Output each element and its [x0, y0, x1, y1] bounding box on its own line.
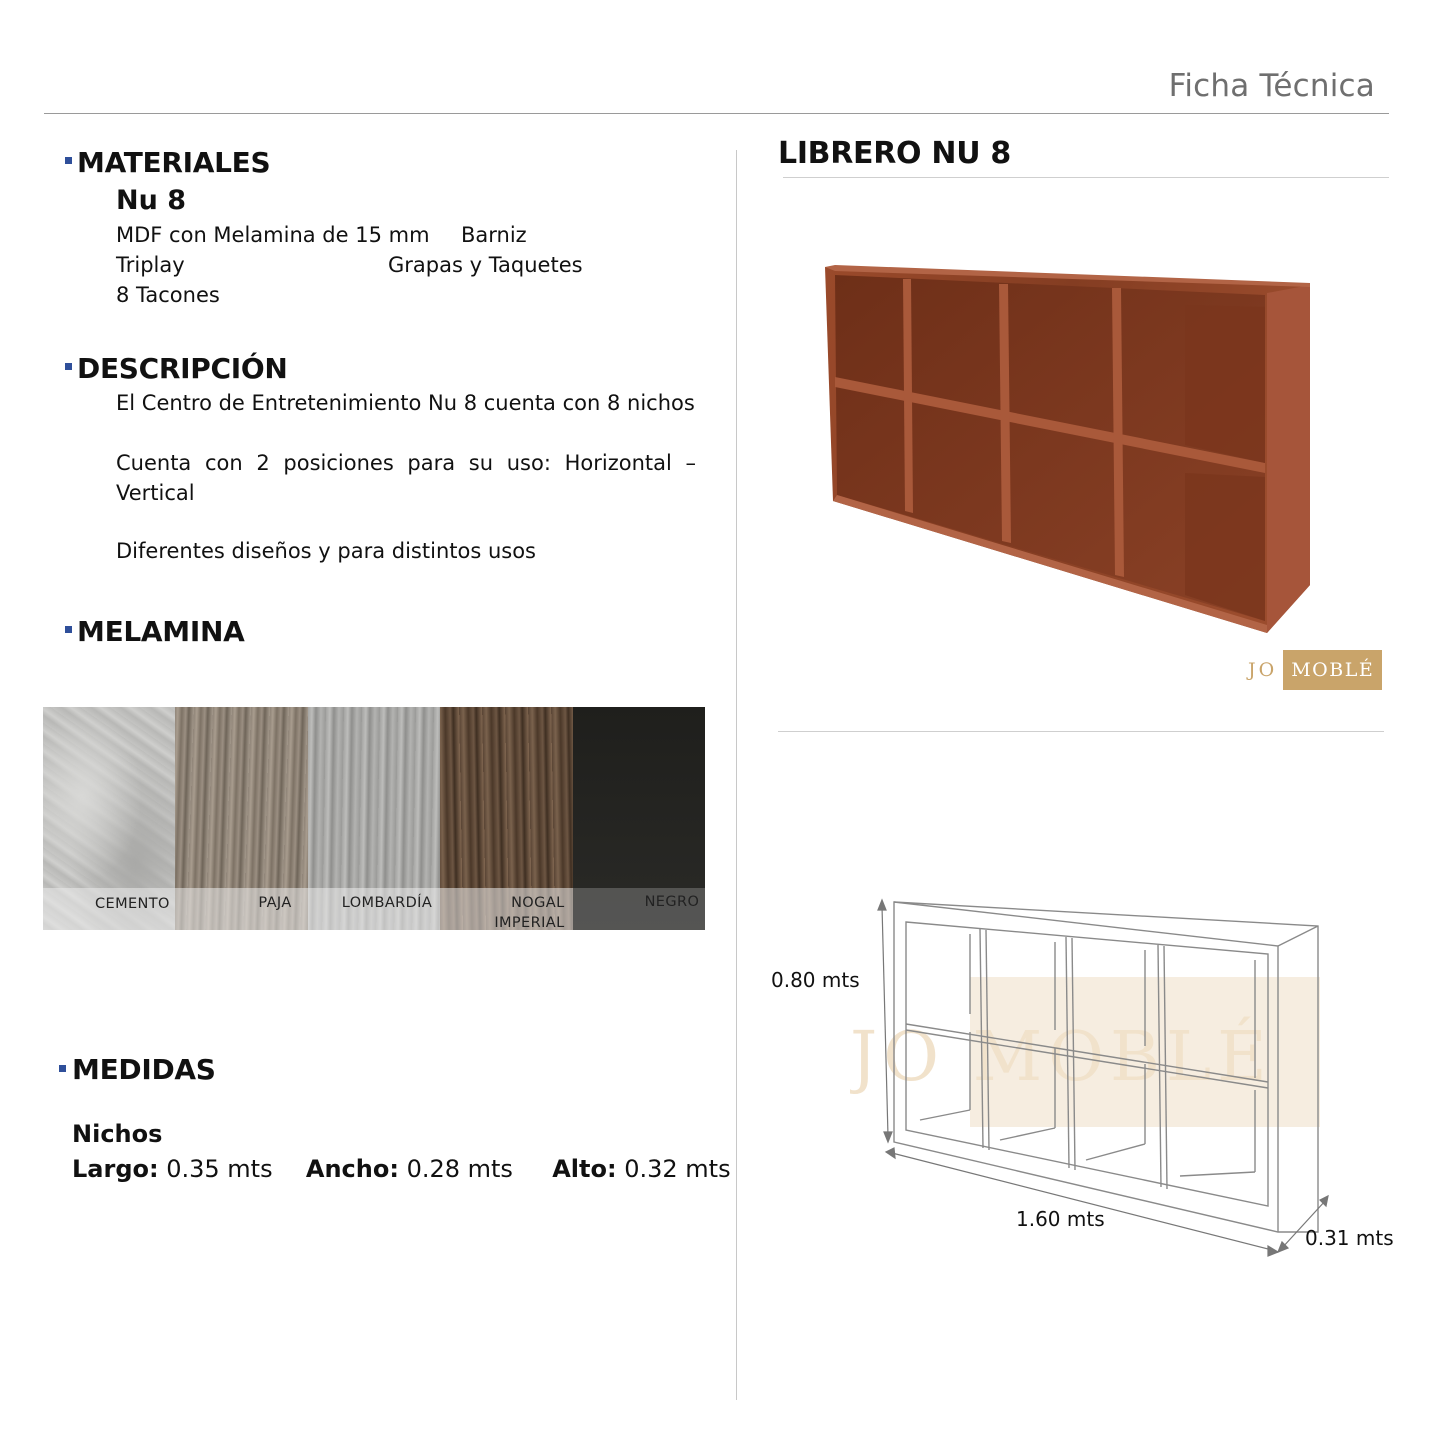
dimension-diagram — [850, 880, 1400, 1280]
nicho-dimensions — [72, 1155, 731, 1183]
largo-value: 0.35 mts — [166, 1155, 273, 1183]
width-label: 1.60 mts — [1016, 1207, 1105, 1231]
title-divider — [783, 177, 1389, 178]
alto-label: Alto: — [552, 1155, 617, 1183]
model-name: Nu 8 — [116, 185, 187, 216]
page-title: Ficha Técnica — [1168, 68, 1375, 104]
description-paragraph: El Centro de Entretenimiento Nu 8 cuenta con 8 nichos — [116, 391, 695, 415]
ancho-label: Ancho: — [305, 1155, 399, 1183]
logo-jo: JO — [1248, 659, 1278, 681]
swatch-label: LOMBARDÍA — [341, 895, 433, 911]
alto-value: 0.32 mts — [624, 1155, 731, 1183]
height-label: 0.80 mts — [771, 968, 860, 992]
swatch-label: CEMENTO — [95, 896, 170, 912]
swatch-lombardia — [308, 707, 440, 930]
material-item: Triplay — [116, 253, 185, 277]
bookcase-side — [1267, 285, 1310, 633]
swatch-label: NOGAL IMPERIAL — [494, 895, 565, 930]
product-image — [815, 255, 1320, 640]
bullet-icon — [65, 363, 72, 370]
description-paragraph: Cuenta con 2 posiciones para su uso: Horizontal – Vertical — [116, 451, 696, 505]
description-paragraph: Diferentes diseños y para distintos usos — [116, 539, 536, 563]
watermark-text: JO MOBLÉ — [850, 1018, 1273, 1097]
column-divider — [736, 150, 737, 1400]
section-divider — [778, 731, 1384, 732]
descripcion-heading: DESCRIPCIÓN — [77, 352, 288, 385]
swatch-label: NEGRO — [644, 894, 700, 910]
swatch-cemento — [43, 707, 175, 930]
melamina-heading: MELAMINA — [77, 615, 245, 648]
largo-label: Largo: — [72, 1155, 159, 1183]
bullet-icon — [65, 157, 72, 164]
material-item: MDF con Melamina de 15 mm — [116, 223, 430, 247]
material-item: Grapas y Taquetes — [388, 253, 583, 277]
bullet-icon — [65, 626, 72, 633]
brand-logo — [1248, 650, 1382, 690]
product-title: LIBRERO NU 8 — [778, 136, 1011, 171]
swatch-negro — [573, 707, 705, 930]
medidas-heading: MEDIDAS — [72, 1053, 216, 1086]
logo-moble: MOBLÉ — [1283, 650, 1382, 690]
materiales-heading: MATERIALES — [77, 146, 271, 179]
nichos-subheading: Nichos — [72, 1120, 163, 1148]
bullet-icon — [59, 1065, 66, 1072]
ancho-value: 0.28 mts — [406, 1155, 513, 1183]
header-divider — [44, 113, 1389, 114]
material-item: 8 Tacones — [116, 283, 220, 307]
swatch-paja — [175, 707, 307, 930]
material-item: Barniz — [461, 223, 527, 247]
depth-label: 0.31 mts — [1305, 1226, 1394, 1250]
swatch-label: PAJA — [258, 895, 292, 911]
melamine-swatches — [43, 707, 705, 930]
swatch-nogal-imperial — [440, 707, 572, 930]
